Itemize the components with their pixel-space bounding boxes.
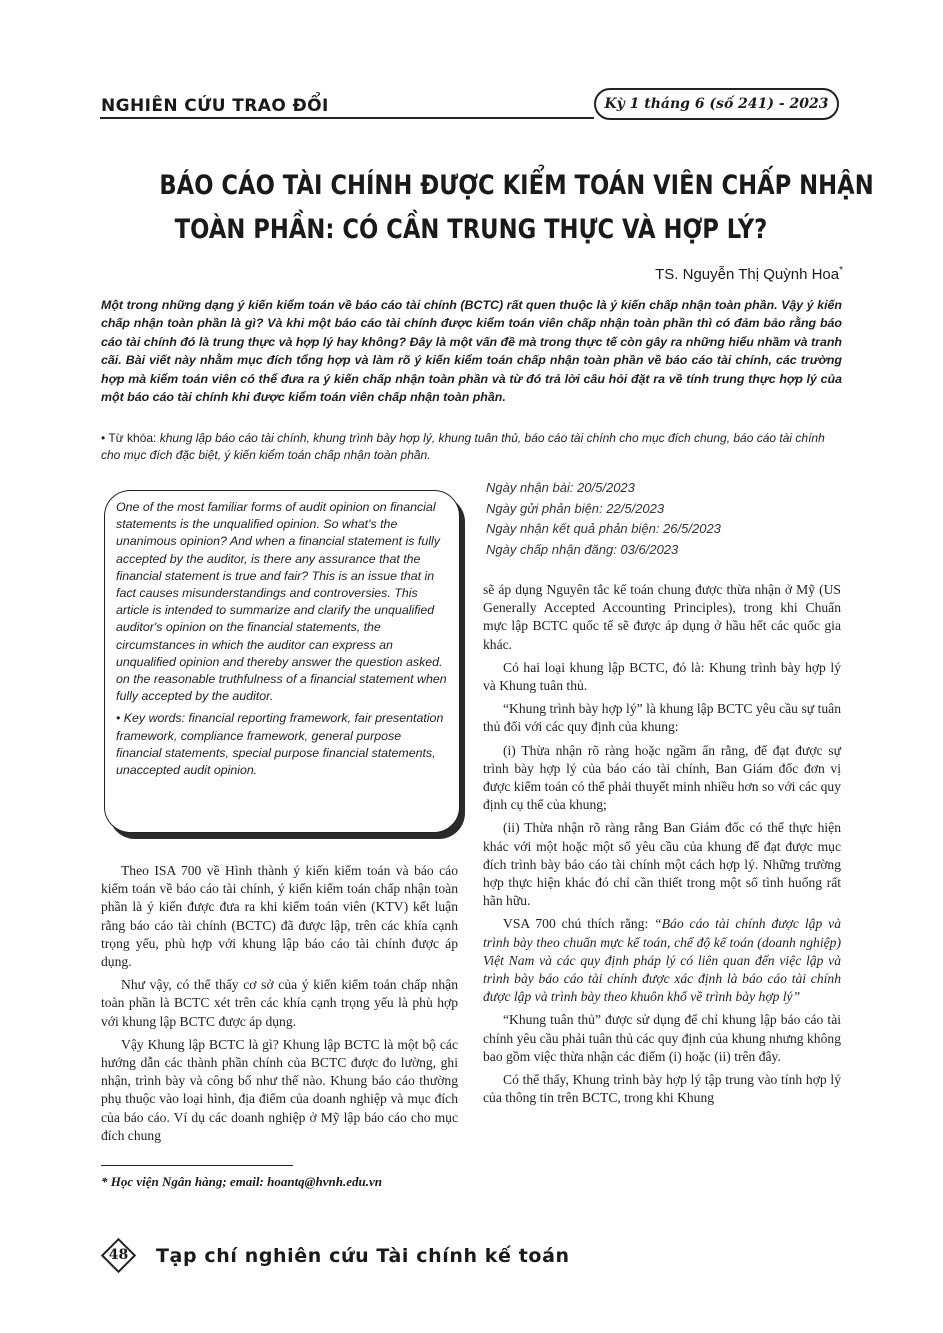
body-column-right [483, 581, 841, 1112]
body-paragraph: Theo ISA 700 về Hình thành ý kiến kiểm toán và báo cáo kiểm toán về báo cáo tài chính, ý kiến kiểm toán chấp nhận toàn phần là ý kiến được đưa ra khi kiểm toán viên (KTV) kết luận rằng báo cáo tài chính (BCTC) đã được lập, trên các khía cạnh trọng yếu, phù hợp với khung lập báo cáo tài chính được áp dụng. [101, 863, 458, 970]
english-keywords [116, 710, 449, 779]
keywords-text: khung lập báo cáo tài chính, khung trình bày hợp lý, khung tuân thủ, báo cáo tài chính cho mục đích chung, báo cáo tài chính cho mục đích đặc biệt, ý kiến kiểm toán chấp nhận toàn phần. [101, 431, 825, 462]
article-title [159, 164, 874, 252]
vsa-intro: VSA 700 chú thích rằng: [503, 916, 655, 932]
keywords-label: • Từ khóa: [101, 431, 160, 445]
date-sent-review: Ngày gửi phản biện: 22/5/2023 [486, 500, 665, 516]
body-paragraph: “Khung trình bày hợp lý” là khung lập BCTC yêu cầu sự tuân thủ đối với các quy định của khung: [483, 701, 841, 735]
footnote-rule [101, 1165, 293, 1166]
abstract-vi: Một trong những dạng ý kiến kiểm toán về báo cáo tài chính (BCTC) rất quen thuộc là ý kiến chấp nhận toàn phần. Vậy ý kiến chấp nhận toàn phần là gì? Và khi một báo cáo tài chính được kiểm toán viên chấp nhận toàn phần thì có đảm bảo rằng báo cáo tài chính đó là trung thực và hợp lý hay không? Đây là một vấn đề mà trong thực tế còn gây ra những hiểu nhầm và tranh cãi. Bài viết này nhằm mục đích tổng hợp và làm rõ ý kiến kiểm toán chấp nhận toàn phần về báo cáo tài chính, các trường hợp mà kiểm toán viên có thể đưa ra ý kiến chấp nhận toàn phần và từ đó trả lời câu hỏi đặt ra về tính trung thực hợp lý của một báo cáo tài chính khi được kiểm toán viên chấp nhận toàn phần. [101, 298, 842, 405]
date-accepted: Ngày chấp nhận đăng: 03/6/2023 [486, 541, 679, 557]
author-line [655, 265, 843, 283]
english-keywords-label: • Key words: [116, 711, 189, 726]
page-number: 48 [108, 1247, 129, 1263]
section-label: NGHIÊN CỨU TRAO ĐỔI [101, 96, 329, 116]
english-abstract: One of the most familiar forms of audit opinion on financial statements is the unqualified opinion. So what's the unanimous opinion? And when a financial statement is fully accepted by the auditor, is there any assurance that the financial statement is true and fair? This is an issue that in fact causes misunderstandings and controversies. This article is intended to summarize and clarify the unqualified auditor's opinion on the financial statements, the circumstances in which the auditor can express an unqualified opinion and thereby answer the question asked. on the reasonable truthfulness of a financial statement when fully accepted by the auditor. [116, 500, 447, 704]
author-footnote-mark: * [839, 265, 843, 276]
body-paragraph: (ii) Thừa nhận rõ ràng rằng Ban Giám đốc có thể thực hiện khác với một hoặc một số yêu cầu của khung để đạt được mục đích trình bày báo cáo tài chính một cách hợp lý. Những trường hợp thực hiện khác đó chỉ cần thiết trong một số tình huống rất hãn hữu. [483, 820, 841, 909]
body-column-left [101, 862, 458, 1150]
body-paragraph: Có thể thấy, Khung trình bày hợp lý tập trung vào tính hợp lý của thông tin trên BCTC, trong khi Khung [483, 1072, 841, 1106]
body-paragraph: “Khung tuân thủ” được sử dụng để chỉ khung lập báo cáo tài chính yêu cầu phải tuân thủ các quy định của khung nhưng không bao gồm việc thừa nhận các điểm (i) hoặc (ii) trên đây. [483, 1012, 841, 1064]
vsa-quote: “Báo cáo tài chính được lập và trình bày theo chuẩn mực kế toán, chế độ kế toán (doanh nghiệp) Việt Nam và các quy định pháp lý có liên quan đến việc lập và trình bày báo cáo tài chính được xác định là báo cáo tài chính được lập và trình bày theo khuôn khổ về trình bày hợp lý” [483, 916, 841, 1005]
body-paragraph: sẽ áp dụng Nguyên tắc kế toán chung được thừa nhận ở Mỹ (US Generally Accepted Accounting Principles), trong khi Chuẩn mực lập BCTC quốc tế sẽ được áp dụng ở hầu hết các quốc gia khác. [483, 582, 841, 652]
body-paragraph: Có hai loại khung lập BCTC, đó là: Khung trình bày hợp lý và Khung tuân thủ. [483, 659, 841, 694]
submission-dates [486, 478, 721, 560]
english-keywords-text: financial reporting framework, fair presentation framework, compliance framework, general purpose financial statements, special purpose financial statements, unaccepted audit opinion. [116, 711, 444, 778]
footnote: * Học viện Ngân hàng; email: hoantq@hvnh.edu.vn [101, 1174, 382, 1189]
journal-name: Tạp chí nghiên cứu Tài chính kế toán [156, 1245, 570, 1267]
title-line-1: BÁO CÁO TÀI CHÍNH ĐƯỢC KIỂM TOÁN VIÊN CHẤP NHẬN [159, 170, 874, 201]
body-paragraph: Như vậy, có thể thấy cơ sở của ý kiến kiểm toán chấp nhận toàn phần là BCTC xét trên các khía cạnh trọng yếu là phù hợp với khung lập BCTC được áp dụng. [101, 977, 458, 1029]
keywords-vi [101, 430, 842, 464]
page-number-badge [103, 1240, 134, 1271]
vsa-paragraph [483, 915, 841, 1006]
author-name: TS. Nguyễn Thị Quỳnh Hoa [655, 266, 840, 283]
title-line-2: TOÀN PHẦN: CÓ CẦN TRUNG THỰC VÀ HỢP LÝ? [174, 214, 768, 245]
english-abstract-box [104, 490, 460, 833]
body-paragraph: Vậy Khung lập BCTC là gì? Khung lập BCTC là một bộ các hướng dẫn các thành phần chính của BCTC được đo lường, ghi nhận, trình bày và công bố như thế nào. Khung báo cáo thường phụ thuộc vào loại hình, địa điểm của doanh nghiệp và mục đích của báo cáo. Ví dụ các doanh nghiệp ở Mỹ lập báo cáo cho mục đích chung [101, 1036, 458, 1143]
body-paragraph: (i) Thừa nhận rõ ràng hoặc ngầm ẩn rằng, để đạt được sự trình bày hợp lý của báo cáo tài chính, Ban Giám đốc đơn vị được kiểm toán có thể phải thuyết minh nhiều hơn so với các quy định cụ thể của khung; [483, 742, 841, 813]
header-rule [100, 117, 594, 119]
date-review-result: Ngày nhận kết quả phản biện: 26/5/2023 [486, 521, 721, 536]
date-received: Ngày nhận bài: 20/5/2023 [486, 480, 635, 495]
issue-badge: Kỳ 1 tháng 6 (số 241) - 2023 [594, 88, 839, 120]
